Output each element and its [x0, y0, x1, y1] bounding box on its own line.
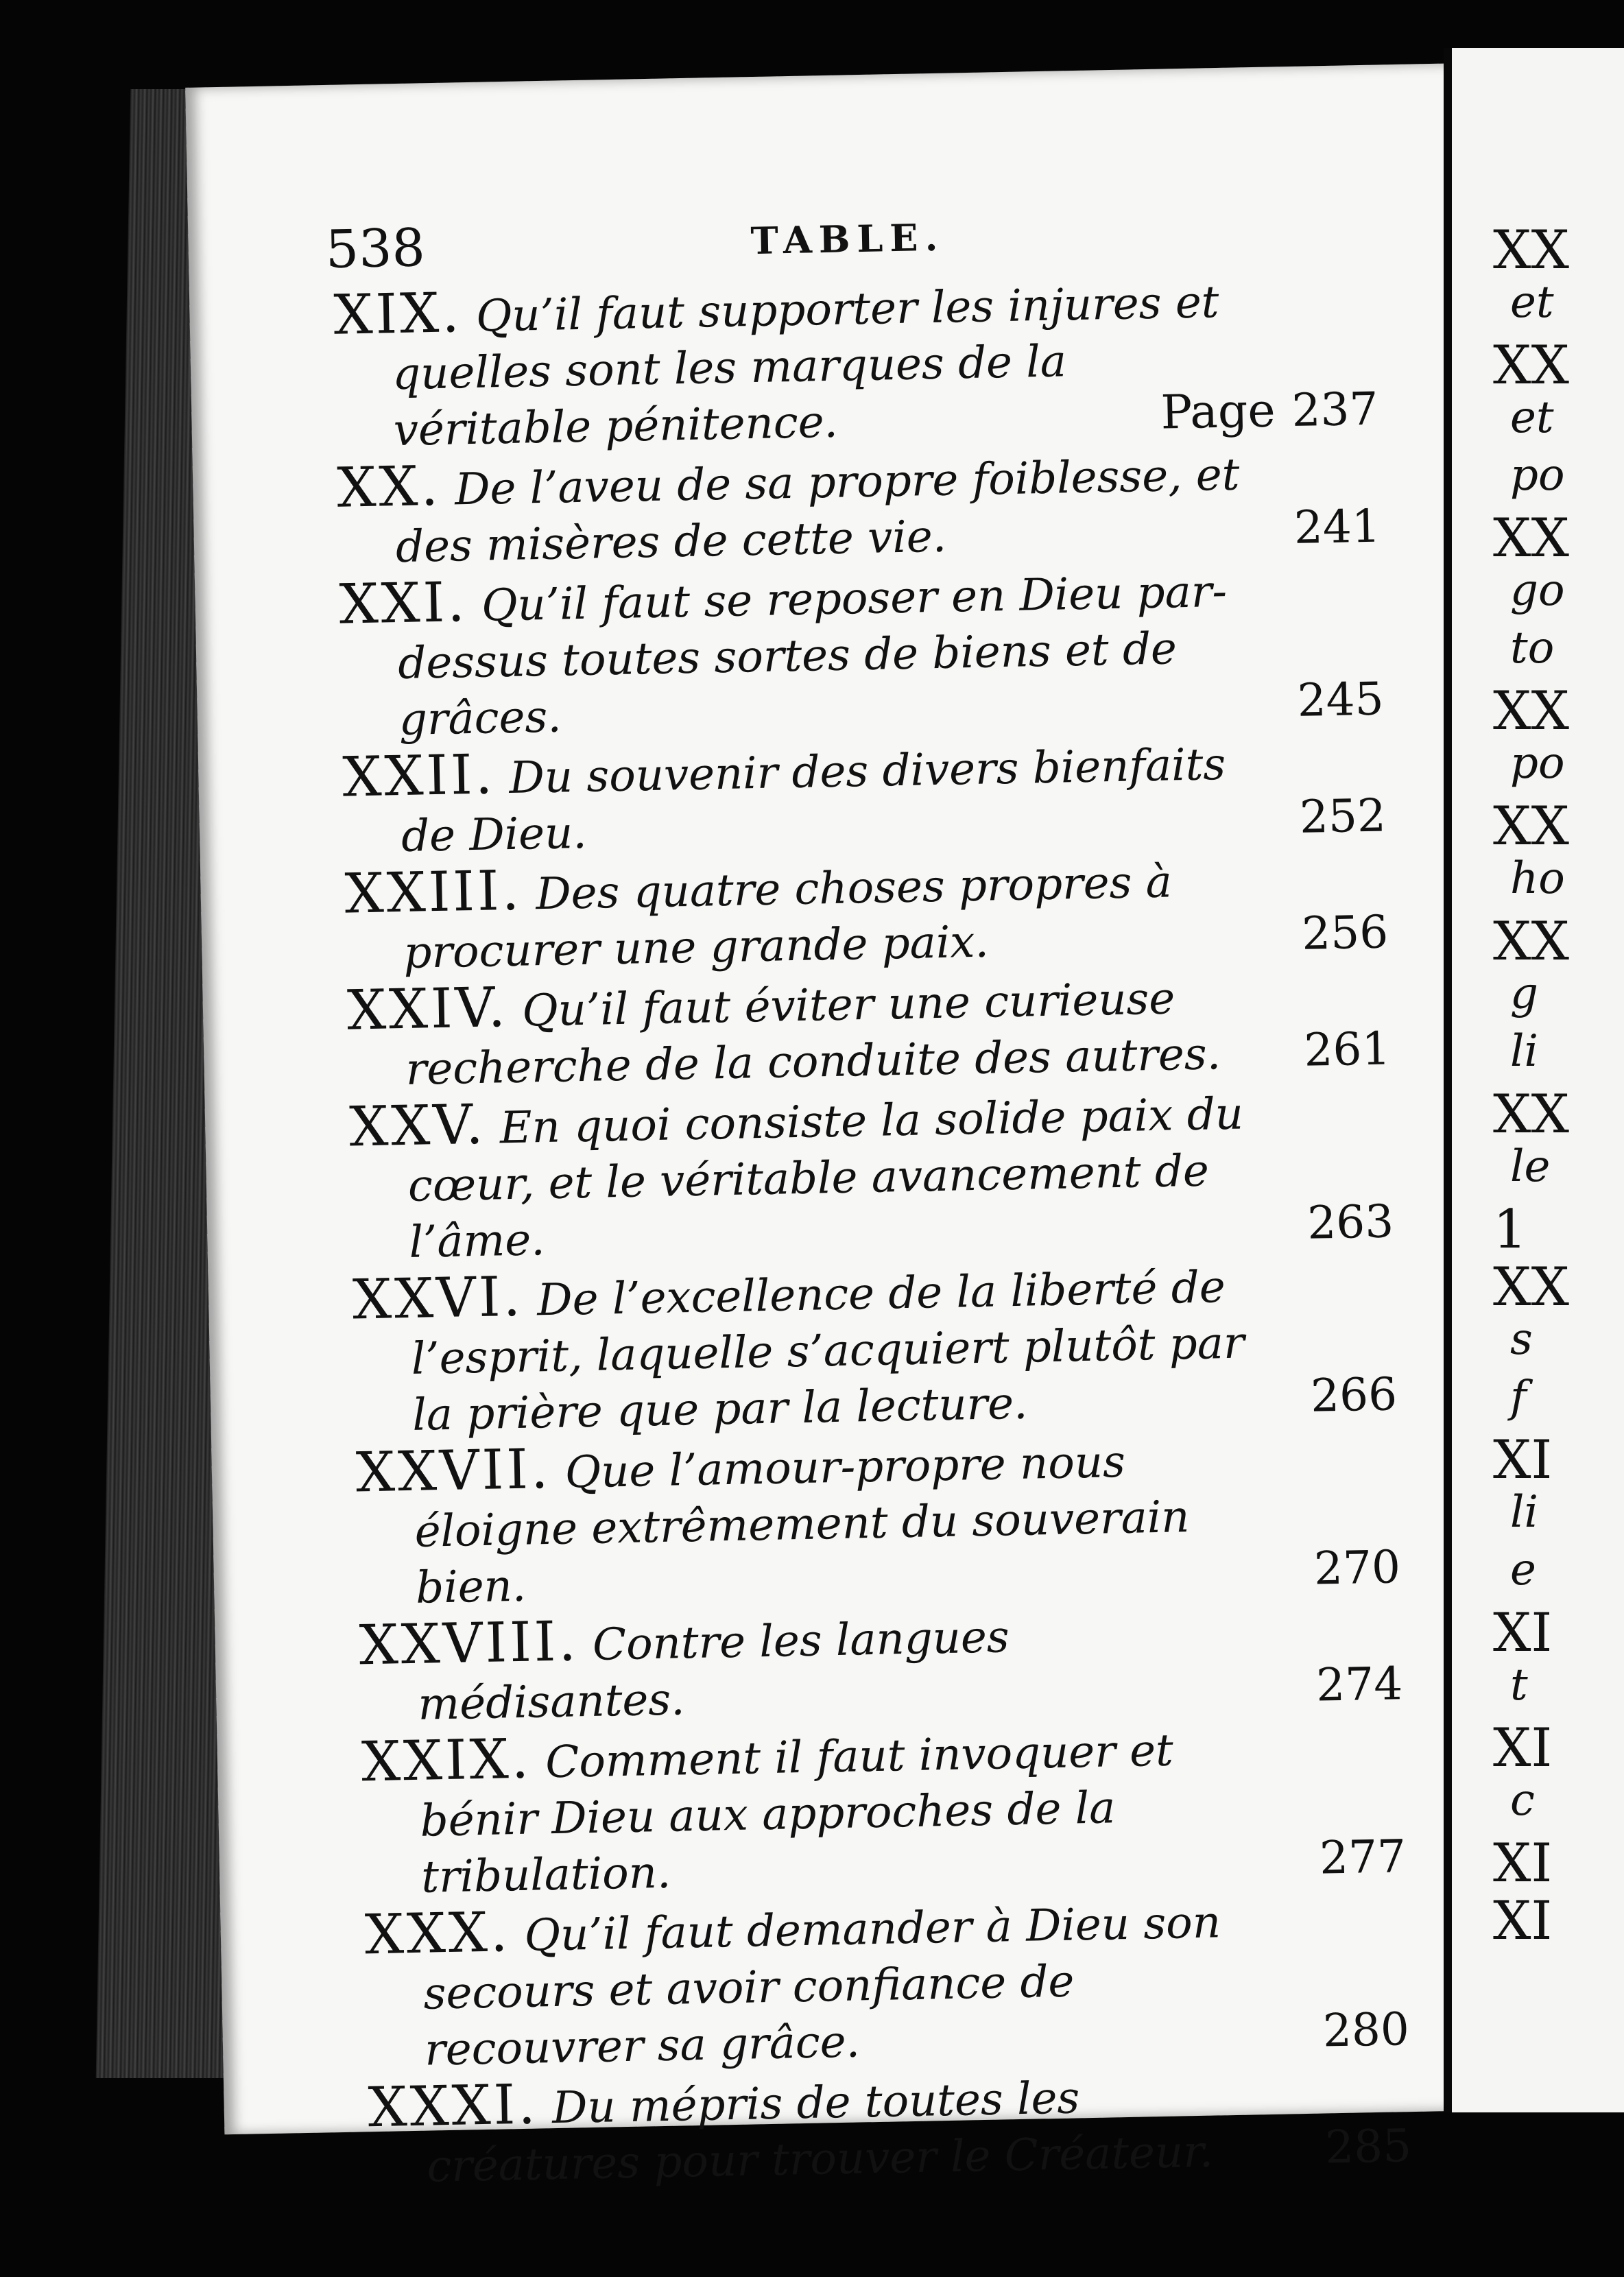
toc-entry-text — [342, 729, 1387, 866]
right-page-text-fragment: XI — [1493, 1717, 1553, 1779]
page-number-ref: 245 — [1296, 672, 1385, 727]
toc-entry-text — [344, 846, 1389, 982]
chapter-page-ref — [1304, 1022, 1391, 1076]
chapter-title: Du souvenir des divers bienfaits de Dieu. — [401, 739, 1226, 863]
right-page-text-fragment: li — [1510, 1487, 1538, 1538]
chapter-page-ref — [1310, 1368, 1397, 1422]
toc-entry-text — [339, 557, 1385, 750]
chapter-numeral: XXI. — [338, 570, 468, 636]
right-page-text-fragment: f — [1510, 1372, 1527, 1422]
chapter-numeral: XX. — [336, 453, 442, 520]
chapter-page-ref — [1160, 382, 1378, 440]
toc-entry — [361, 1714, 1407, 1907]
toc-entry-text — [337, 440, 1381, 577]
chapter-numeral: XXIV. — [346, 975, 509, 1042]
toc-entry-text — [359, 1597, 1403, 1734]
chapter-numeral: XXIX. — [361, 1726, 532, 1794]
chapter-title: Qu’il faut éviter une curieuse recherche de la conduite des autres. — [405, 973, 1221, 1095]
chapter-page-ref — [1324, 2119, 1411, 2173]
chapter-numeral: XXVII. — [355, 1436, 552, 1505]
toc-entry — [346, 962, 1391, 1099]
chapter-title: De l’aveu de sa propre foiblesse, et des misères de cette vie. — [395, 449, 1241, 573]
toc-entry-text — [346, 962, 1391, 1099]
chapter-page-ref — [1297, 672, 1384, 726]
page-number-ref: 261 — [1303, 1022, 1392, 1077]
chapter-numeral: XXV. — [348, 1092, 487, 1159]
page-number-ref: 266 — [1310, 1368, 1398, 1422]
right-page-text-fragment: XX — [1493, 508, 1570, 569]
toc-entry-text — [364, 1887, 1410, 2079]
chapter-title: Qu’il faut demander à Dieu son secours et avoir confiance de recouvrer sa grâce. — [422, 1897, 1221, 2076]
page-label: Page — [1160, 383, 1276, 440]
toc-entry — [342, 729, 1387, 866]
toc-entry-text — [349, 1079, 1395, 1272]
right-page-text-fragment: XX — [1493, 335, 1570, 396]
toc-entry — [368, 2060, 1412, 2196]
right-page-text-fragment: XI — [1493, 1833, 1553, 1894]
toc-entry-text — [368, 2060, 1412, 2196]
right-page-text-fragment: 1 — [1493, 1199, 1527, 1261]
chapter-title: Que l’amour-propre nous éloigne extrêmement du souverain bien. — [414, 1436, 1191, 1614]
page-number-ref: 263 — [1306, 1195, 1394, 1250]
running-title: TABLE. — [750, 215, 945, 263]
chapter-numeral: XXVI. — [352, 1264, 524, 1332]
chapter-title: Du mépris de toutes les créatures pour trouver le Créateur. — [426, 2073, 1214, 2193]
page-number: 538 — [324, 217, 426, 280]
toc-entry — [349, 1079, 1395, 1272]
page-number-ref: 256 — [1301, 905, 1389, 960]
chapter-page-ref — [1293, 500, 1381, 554]
toc-entry — [355, 1424, 1401, 1617]
chapter-title: Des quatre choses propres à procurer une grande paix. — [403, 857, 1173, 979]
toc-entry — [352, 1252, 1398, 1444]
right-page-text-fragment: et — [1510, 277, 1554, 328]
toc-entry — [359, 1597, 1403, 1734]
right-page-text-fragment: g — [1510, 968, 1538, 1019]
chapter-page-ref — [1319, 1830, 1406, 1884]
page-number-ref: 241 — [1293, 499, 1381, 554]
toc-entry-text — [352, 1252, 1398, 1444]
left-page — [185, 63, 1500, 2193]
right-page-text-fragment: XI — [1493, 1602, 1553, 1664]
right-page-text-fragment: e — [1510, 1545, 1536, 1595]
page-number-ref: 270 — [1313, 1540, 1401, 1595]
chapter-numeral: XXVIII. — [358, 1609, 580, 1678]
table-of-contents — [333, 267, 1412, 2197]
right-page-text-fragment: XX — [1493, 219, 1570, 281]
chapter-numeral: XXIII. — [344, 858, 523, 926]
right-page-text-fragment: li — [1510, 1026, 1538, 1077]
toc-entry — [344, 846, 1389, 982]
chapter-numeral: XIX. — [333, 281, 463, 347]
chapter-title: Qu’il faut se reposer en Dieu par-dessus toutes sortes de biens et de grâces. — [397, 566, 1228, 746]
toc-entry-text — [361, 1714, 1407, 1907]
toc-entry-text — [355, 1424, 1401, 1617]
right-page-text-fragment: c — [1510, 1775, 1535, 1826]
page-number-ref: 285 — [1324, 2119, 1412, 2174]
right-page-text-fragment: XX — [1493, 1256, 1570, 1318]
right-page-text-fragment: XI — [1493, 1890, 1553, 1952]
right-page-text-fragment: et — [1510, 392, 1554, 443]
page-header — [324, 198, 1409, 280]
chapter-title: Qu’il faut supporter les injures et quelles sont les marques de la véritable pénitence. — [392, 276, 1220, 457]
chapter-title: Contre les langues médisantes. — [417, 1612, 1010, 1730]
chapter-numeral: XXX. — [364, 1900, 512, 1967]
right-page-text-fragment: t — [1510, 1660, 1528, 1710]
chapter-page-ref — [1301, 905, 1388, 959]
page-number-ref: 280 — [1322, 2003, 1410, 2058]
chapter-numeral: XXII. — [342, 742, 496, 809]
right-page-text-fragment: to — [1510, 623, 1555, 673]
chapter-page-ref — [1315, 1657, 1402, 1711]
right-page-text-fragment: XX — [1493, 796, 1570, 857]
page-number-ref: 277 — [1319, 1830, 1407, 1885]
toc-entry — [337, 440, 1381, 577]
chapter-page-ref — [1299, 789, 1386, 843]
right-page-text-fragment: po — [1510, 450, 1565, 501]
right-page-text-fragment: go — [1510, 565, 1565, 616]
chapter-title: En quoi consiste la solide paix du cœur, et le véritable avancement de l’âme. — [407, 1088, 1244, 1268]
right-page-text-fragment: ho — [1510, 853, 1565, 904]
right-page-text-fragment: XI — [1493, 1429, 1553, 1491]
toc-entry — [339, 557, 1385, 750]
chapter-page-ref — [1307, 1195, 1394, 1249]
chapter-page-ref — [1322, 2003, 1409, 2057]
chapter-title: De l’excellence de la liberté de l’esprit, laquelle s’acquiert plutôt par la prière que par la lecture. — [411, 1262, 1245, 1441]
page-number-ref: 252 — [1299, 789, 1387, 844]
right-page-text-fragment: po — [1510, 738, 1565, 789]
right-page-text-fragment: XX — [1493, 1084, 1570, 1145]
page-number-ref: 237 — [1291, 382, 1379, 437]
toc-entry — [333, 267, 1379, 460]
right-page-fragment — [1444, 48, 1624, 2112]
chapter-page-ref — [1313, 1540, 1400, 1595]
right-page-text-fragment: le — [1510, 1141, 1551, 1192]
toc-entry — [364, 1887, 1410, 2079]
right-page-text-fragment: XX — [1493, 911, 1570, 973]
right-page-text-fragment: XX — [1493, 680, 1570, 742]
chapter-title: Comment il faut invoquer et bénir Dieu aux approches de la tribulation. — [420, 1725, 1174, 1903]
chapter-numeral: XXXI. — [367, 2072, 539, 2140]
right-page-text-fragment: s — [1510, 1314, 1533, 1365]
page-number-ref: 274 — [1315, 1657, 1403, 1712]
